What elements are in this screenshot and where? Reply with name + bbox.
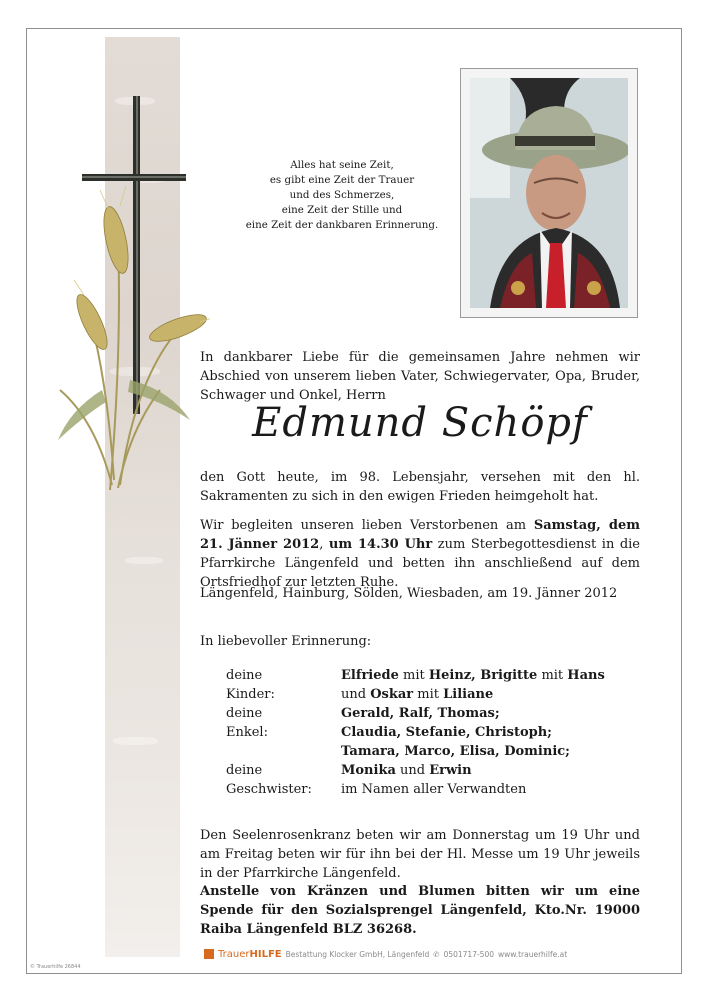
funeral-text-part: zum Sterbegottesdienst in die Pfarrkirche Längenfeld und betten ihn anschließend auf dem Ortsfriedhof zur letzten Ruhe. — [200, 537, 641, 590]
verse-line: eine Zeit der dankbaren Erinnerung. — [245, 219, 439, 231]
deceased-name: Edmund Schöpf — [252, 400, 588, 446]
funeral-date: Samstag, dem 21. Jänner 2012 — [200, 518, 640, 552]
intro-text: In dankbarer Liebe für die gemeinsamen Jahre nehmen wir Abschied von unserem lieben Vater, Schwiegervater, Opa, Bruder, Schwager und Onkel, Herrn — [200, 350, 640, 403]
portrait-photo — [470, 78, 628, 308]
place-date: Längenfeld, Hainburg, Sölden, Wiesbaden, am 19. Jänner 2012 — [200, 586, 618, 601]
memory-intro: In liebevoller Erinnerung: — [200, 634, 372, 649]
family-conj: mit — [537, 668, 568, 683]
family-name: Oskar — [370, 687, 414, 702]
relatives-line: im Namen aller Verwandten — [341, 782, 527, 797]
family-name: Hans — [567, 668, 605, 683]
verse-line: es gibt eine Zeit der Trauer — [269, 174, 415, 186]
siblings-line — [341, 761, 472, 780]
donation-text: Anstelle von Kränzen und Blumen bitten wir um eine Spende für den Sozialsprengel Längenfeld, Kto.Nr. 19000 Raiba Längenfeld BLZ 36268. — [200, 884, 640, 937]
verse-line: Alles hat seine Zeit, — [290, 159, 394, 171]
children-line — [341, 685, 493, 704]
family-name: Monika — [341, 763, 396, 778]
family-conj: und — [395, 763, 430, 778]
company-name: Bestattung Klocker GmbH, Längenfeld — [285, 949, 430, 959]
family-conj: mit — [413, 687, 444, 702]
funeral-time: um 14.30 Uhr — [328, 537, 433, 552]
website-link[interactable]: www.trauerhilfe.at — [498, 949, 568, 959]
funeral-text-part: Wir begleiten unseren lieben Verstorbenen am — [200, 518, 534, 533]
grandchildren-label: deine Enkel: — [226, 706, 268, 740]
grandchildren-line — [341, 742, 570, 761]
phone-number: 0501717-500 — [443, 949, 494, 959]
grandchildren-line — [341, 723, 552, 742]
grandchildren-line — [341, 704, 500, 723]
funeral-text — [200, 516, 640, 592]
family-name: Elfriede — [341, 668, 399, 683]
family-name: Erwin — [429, 763, 472, 778]
family-conj: und — [341, 687, 371, 702]
family-name: Gerald, Ralf, Thomas; — [341, 706, 500, 721]
children-line — [341, 666, 605, 685]
copyright: © Trauerhilfe 26844 — [30, 964, 81, 970]
verse-line: und des Schmerzes, — [289, 189, 395, 201]
logo-text-b: HILFE — [249, 948, 282, 960]
passing-text: den Gott heute, im 98. Lebensjahr, versehen mit den hl. Sakramenten zu sich in den ewigen Frieden heimgeholt hat. — [200, 470, 640, 504]
logo-text-a: Trauer — [218, 948, 250, 960]
family-name: Claudia, Stefanie, Christoph; — [341, 725, 552, 740]
family-conj: mit — [398, 668, 429, 683]
family-name: Liliane — [443, 687, 494, 702]
logo-icon — [204, 949, 214, 959]
footer — [204, 947, 567, 961]
rosary-text: Den Seelenrosenkranz beten wir am Donnerstag um 19 Uhr und am Freitag beten wir für ihn bei der Hl. Messe um 19 Uhr jeweils in der Pfarrkirche Längenfeld. — [200, 828, 640, 881]
logo-text — [218, 949, 282, 960]
verse — [232, 158, 452, 233]
family-name: Tamara, Marco, Elisa, Dominic; — [341, 744, 570, 759]
siblings-label: deine Geschwister: — [226, 763, 312, 797]
cross-with-wheat-icon — [40, 90, 210, 510]
funeral-text-part: , — [319, 537, 324, 552]
verse-line: eine Zeit der Stille und — [281, 204, 403, 216]
children-label: deine Kinder: — [226, 668, 275, 702]
family-name: Heinz, Brigitte — [428, 668, 538, 683]
phone-icon: ✆ — [433, 949, 440, 959]
